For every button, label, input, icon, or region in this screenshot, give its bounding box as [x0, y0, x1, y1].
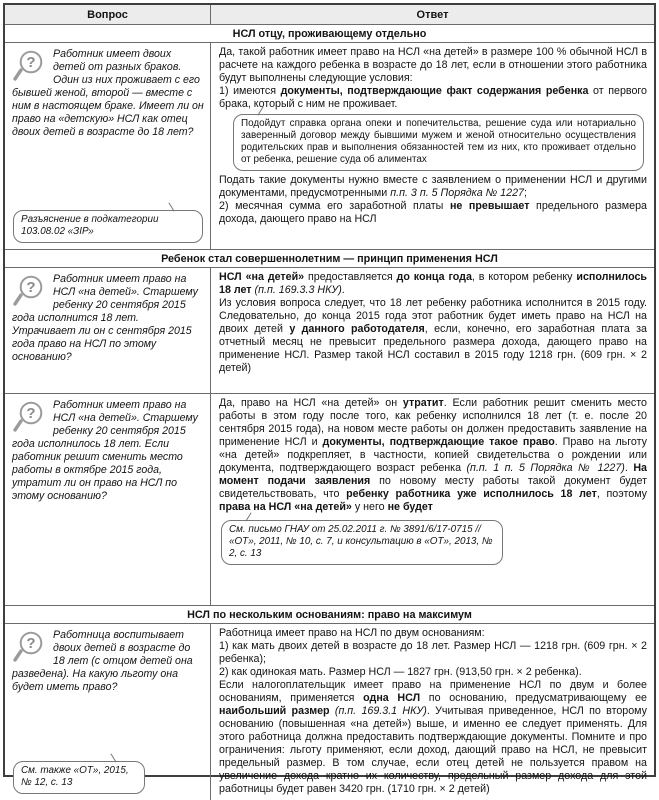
- text-segment: Работник имеет право на НСЛ «на детей». Старшему ребенку 20 сентября 2015 года исполнилось 18 лет. Если работник решит сменить место работы в октябре 2015 года, утратит ли он право на НСЛ по этому основанию?: [12, 399, 198, 502]
- qa-row-3: [5, 393, 654, 605]
- text-segment: 1) как мать двоих детей в возрасте до 18 лет. Размер НСЛ — 1218 грн. (609 грн. × 2 ребенка);: [219, 640, 647, 665]
- question-body-4: [12, 629, 204, 761]
- text-segment: у данного работодателя: [289, 323, 424, 335]
- text-segment: права на НСЛ «на детей»: [219, 501, 352, 513]
- question-callout-4: [13, 761, 145, 794]
- answer-callout-1: [233, 114, 644, 171]
- text-segment: не будет: [388, 501, 433, 513]
- text-segment: Да, право на НСЛ «на детей» он: [219, 397, 403, 409]
- answer-cell-4: [211, 624, 654, 800]
- text-segment: . Право на льготу «на детей» подкрепляет, в частности, копией свидетельства о рождении или документа, подтверждающего возраст ребенка: [219, 436, 647, 474]
- answer-2-paragraph-2: [219, 297, 647, 375]
- magnifier-question-icon: [12, 49, 48, 83]
- text-segment: от первого брака, который с ним не проживает.: [219, 85, 647, 110]
- text-segment: 1) имеются: [219, 85, 281, 97]
- text-segment: п.п. 3 п. 5 Порядка № 1227: [390, 187, 524, 199]
- text-segment: На момент подачи заявления: [219, 462, 647, 487]
- section-header-2: [5, 249, 654, 267]
- section-header-1: [5, 24, 654, 42]
- text-segment: ;: [524, 187, 527, 199]
- svg-text:?: ?: [26, 54, 35, 71]
- answer-1-paragraph-2: [219, 174, 647, 200]
- magnifier-question-icon: [12, 274, 48, 308]
- section-title-2: Ребенок стал совершеннолетним — принцип применения НСЛ: [161, 253, 498, 265]
- text-segment: Подать такие документы нужно вместе с заявлением о применении НСЛ и другими документами, предусмотренными: [219, 174, 647, 199]
- text-segment: ребенку работника уже исполнилось 18 лет: [346, 488, 597, 500]
- question-cell-2: [5, 268, 211, 393]
- svg-text:?: ?: [26, 635, 35, 652]
- qa-row-2: [5, 267, 654, 393]
- answer-callout-3: [221, 520, 503, 565]
- answer-4-paragraph-1: [219, 627, 647, 640]
- text-segment: Работник имеет право на НСЛ «на детей». Старшему ребенку 20 сентября 2015 года исполнится 18 лет. Утрачивает ли он с сентября 2015 года право на НСЛ по этому основанию?: [12, 273, 198, 363]
- text-segment: наибольший размер: [219, 705, 330, 717]
- text-segment: документы, подтверждающие такое право: [323, 436, 555, 448]
- text-segment: предельного размера дохода, дающего право на НСЛ: [219, 200, 647, 225]
- section-title-3: НСЛ по нескольким основаниям: право на максимум: [187, 609, 472, 621]
- answer-callout-text-3: См. письмо ГНАУ от 25.02.2011 г. № 3891/6/17-0715 // «ОТ», 2011, № 10, с. 7, и консультацию в «ОТ», 2013, № 2, с. 13: [229, 524, 493, 559]
- answer-column-label: Ответ: [417, 9, 449, 21]
- text-segment: .: [625, 462, 633, 474]
- text-segment: 2) месячная сумма его заработной платы: [219, 200, 450, 212]
- answer-2-paragraph-1: [219, 271, 647, 297]
- text-segment: не превышает: [450, 200, 530, 212]
- text-segment: Работник имеет двоих детей от разных браков. Один из них проживает с его бывшей женой, второй — вместе с ним в настоящем браке. Имеет ли он право на «детскую» НСЛ как отец двоих детей в возрасте до 18 лет?: [12, 48, 204, 138]
- answer-column-header: [211, 5, 654, 24]
- text-segment: Из условия вопроса следует, что 18 лет ребенку работника исполнится в 2015 году. Следовательно, до конца 2015 года этот работник будет иметь право на НСЛ на двоих детей: [219, 297, 647, 335]
- text-segment: 2) как одинокая мать. Размер НСЛ — 1827 грн. (913,50 грн. × 2 ребенка).: [219, 666, 582, 678]
- question-cell-4: [5, 624, 211, 800]
- text-segment: по новому месту работы такой документ будет свидетельствовать, что: [219, 475, 647, 500]
- text-segment: документы, подтверждающие факт содержания ребенка: [281, 85, 589, 97]
- text-segment: , поэтому: [597, 488, 647, 500]
- qa-row-1: [5, 42, 654, 249]
- answer-1-item-2: [219, 200, 647, 226]
- section-header-3: [5, 605, 654, 623]
- section-title-1: НСЛ отцу, проживающему отдельно: [233, 28, 427, 40]
- question-cell-3: [5, 394, 211, 605]
- text-segment: исполнилось 18 лет: [219, 271, 647, 296]
- text-segment: (п.п. 169.3.1 НКУ): [335, 705, 427, 717]
- answer-4-paragraph-2: [219, 679, 647, 796]
- answer-1-item-1: [219, 85, 647, 111]
- text-segment: Работница имеет право на НСЛ по двум основаниям:: [219, 627, 485, 639]
- text-segment: по основанию, предусматривающему ее: [420, 692, 647, 704]
- question-body-3: [12, 399, 204, 600]
- svg-text:?: ?: [26, 279, 35, 296]
- question-column-header: [5, 5, 211, 24]
- text-segment: у него: [352, 501, 388, 513]
- text-segment: . Учитывая приведенное, НСЛ по второму основанию (повышенная «на детей») выше, и именно ее следует применять. Для этого работница должна предоставить подтверждающие документы. Помните и про ограничения: льготу применяют, если доход, дающий право на НСЛ, не превысит предельный размер. В том случае, если отец детей не пользуется правом на увеличение дохода кратно их количеству, предельный размер дохода для этой работницы будет равен 3420 грн. (1710 грн. × 2 детей): [219, 705, 647, 795]
- text-segment: Да, такой работник имеет право на НСЛ «на детей» в размере 100 % обычной НСЛ в расчете на каждого ребенка в возрасте до 18 лет, если в отношении этого работника будут выполнены следующие условия:: [219, 46, 647, 84]
- tax-consultation-page: [3, 3, 656, 777]
- text-segment: утратит: [403, 397, 444, 409]
- text-segment: Работница воспитывает двоих детей в возрасте до 18 лет (с отцом детей она разведена). На какую льготу она будет иметь право?: [12, 629, 193, 693]
- text-segment: , если, конечно, его заработная плата за отчетный месяц не превысит предельного размера дохода, дающего право на применение НСЛ. Размер такой НСЛ составил в 2015 году 1218 грн. (609 грн. × 2 детей): [219, 323, 647, 374]
- text-segment: , в котором ребенку: [472, 271, 576, 283]
- svg-text:?: ?: [26, 405, 35, 422]
- text-segment: (п.п. 169.3.3 НКУ): [255, 284, 342, 296]
- answer-1-paragraph-1: [219, 46, 647, 85]
- question-callout-1: [13, 210, 203, 243]
- answer-cell-2: [211, 268, 654, 393]
- qa-row-4: [5, 623, 654, 800]
- magnifier-question-icon: [12, 400, 48, 434]
- magnifier-question-icon: [12, 630, 48, 664]
- text-segment: .: [342, 284, 345, 296]
- text-segment: одна НСЛ: [363, 692, 420, 704]
- answer-cell-1: [211, 43, 654, 249]
- text-segment: (п.п. 1 п. 5 Порядка № 1227): [467, 462, 625, 474]
- answer-3-paragraph-1: [219, 397, 647, 514]
- text-segment: НСЛ «на детей»: [219, 271, 304, 283]
- question-body-2: [12, 273, 204, 388]
- text-segment: . Если работник решит сменить место работы в этом году после того, как ребенку исполнился 18 лет (т. е. после 20 сентября 2015 года), на новом месте работы он должен предоставить заявление на применение НСЛ и: [219, 397, 647, 448]
- consultation-table: [3, 3, 656, 777]
- question-body-1: [12, 48, 204, 210]
- answer-cell-3: [211, 394, 654, 605]
- question-column-label: Вопрос: [87, 9, 128, 21]
- text-segment: предоставляется: [304, 271, 396, 283]
- answer-4-item-1: [219, 640, 647, 666]
- question-callout-text-4: См. также «ОТ», 2015, № 12, с. 13: [21, 765, 129, 788]
- text-segment: до конца года: [397, 271, 472, 283]
- answer-4-item-2: [219, 666, 647, 679]
- question-cell-1: [5, 43, 211, 249]
- answer-callout-text-1: Подойдут справка органа опеки и попечительства, решение суда или нотариально заверенный договор между бывшими мужем и женой относительно осуществления родительских прав и выполнения обязанностей тем из них, кто проживает отдельно от ребенка, решение суда об алиментах: [241, 118, 636, 165]
- text-segment: Если налогоплательщик имеет право на применение НСЛ по двум и более основаниям, применяется: [219, 679, 647, 704]
- table-header-row: [5, 5, 654, 24]
- question-callout-text-1: Разъяснение в подкатегории 103.08.02 «ЗІР»: [21, 214, 158, 237]
